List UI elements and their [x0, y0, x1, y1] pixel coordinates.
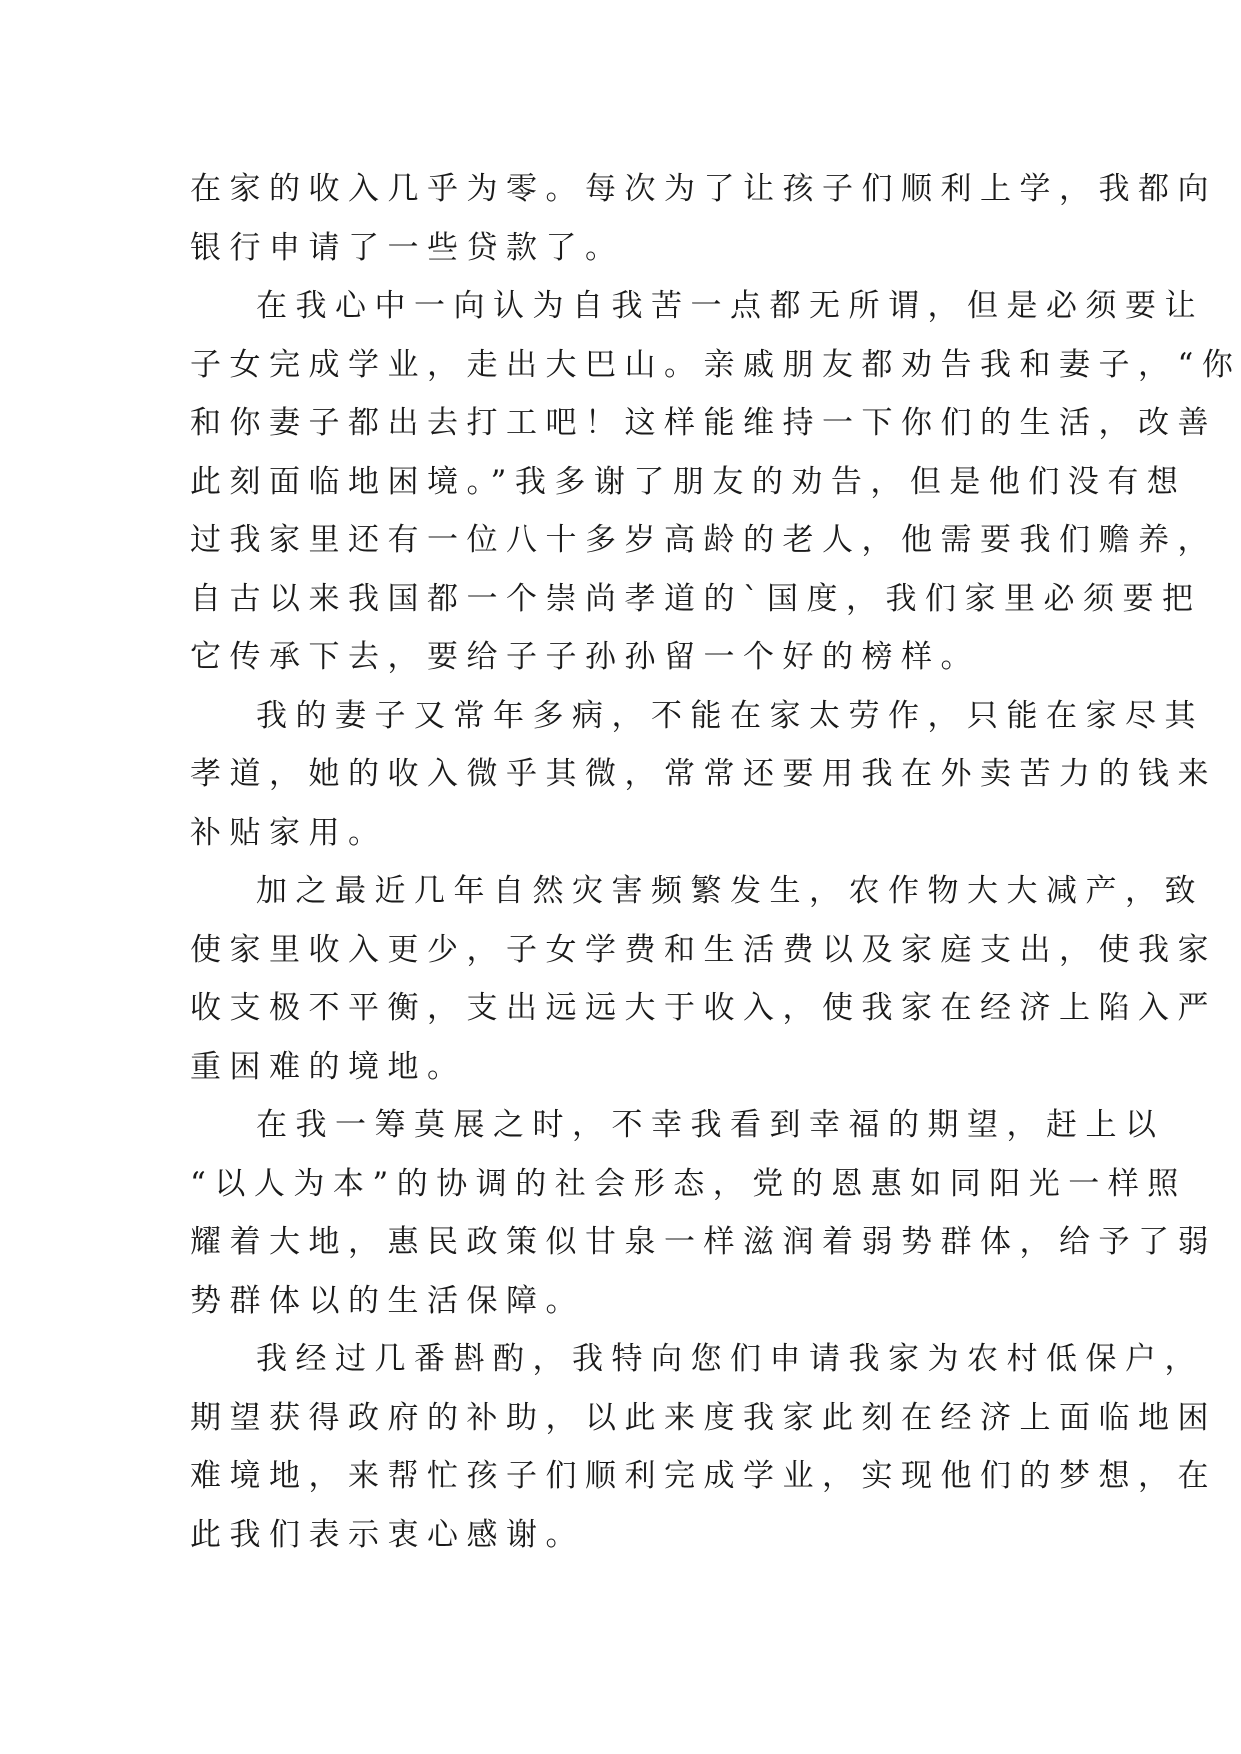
body-line-24: 此我们表示衷心感谢。 [190, 1516, 585, 1553]
body-line-1: 在家的收入几乎为零。每次为了让孩子们顺利上学，我都向 [190, 171, 1217, 207]
body-line-9: 它传承下去，要给子子孙孙留一个好的榜样。 [190, 639, 980, 675]
body-line-8: 自古以来我国都一个崇尚孝道的`国度，我们家里必须要把 [190, 580, 1202, 617]
body-line-21: 我经过几番斟酌，我特向您们申请我家为农村低保户， [256, 1341, 1204, 1377]
body-line-12: 补贴家用。 [190, 814, 388, 851]
body-line-14: 使家里收入更少，子女学费和生活费以及家庭支出，使我家 [190, 931, 1217, 968]
body-line-7: 过我家里还有一位八十多岁高龄的老人，他需要我们赡养， [190, 522, 1217, 558]
body-line-19: 耀着大地，惠民政策似甘泉一样滋润着弱势群体，给予了弱 [190, 1224, 1217, 1260]
body-line-11: 孝道，她的收入微乎其微，常常还要用我在外卖苦力的钱来 [190, 756, 1217, 792]
body-line-22: 期望获得政府的补助，以此来度我家此刻在经济上面临地困 [190, 1399, 1217, 1436]
body-line-6: 此刻面临地困境。”我多谢了朋友的劝告，但是他们没有想 [190, 463, 1187, 500]
body-line-18: “以人为本”的协调的社会形态，党的恩惠如同阳光一样照 [190, 1165, 1187, 1202]
body-line-23: 难境地，来帮忙孩子们顺利完成学业，实现他们的梦想，在 [190, 1458, 1217, 1494]
body-line-13: 加之最近几年自然灾害频繁发生，农作物大大减产，致 [256, 873, 1204, 909]
body-line-2: 银行申请了一些贷款了。 [190, 229, 625, 266]
body-line-16: 重困难的境地。 [190, 1048, 467, 1085]
body-line-5: 和你妻子都出去打工吧！这样能维持一下你们的生活，改善 [190, 405, 1217, 441]
body-line-4: 子女完成学业，走出大巴山。亲戚朋友都劝告我和妻子，“你 [190, 346, 1241, 383]
body-line-15: 收支极不平衡，支出远远大于收入，使我家在经济上陷入严 [190, 990, 1217, 1026]
body-line-17: 在我一筹莫展之时，不幸我看到幸福的期望，赶上以 [256, 1107, 1165, 1143]
body-line-10: 我的妻子又常年多病，不能在家太劳作，只能在家尽其 [256, 697, 1204, 734]
document-body [190, 160, 1241, 1564]
body-line-3: 在我心中一向认为自我苦一点都无所谓，但是必须要让 [256, 288, 1204, 324]
body-line-20: 势群体以的生活保障。 [190, 1282, 585, 1319]
